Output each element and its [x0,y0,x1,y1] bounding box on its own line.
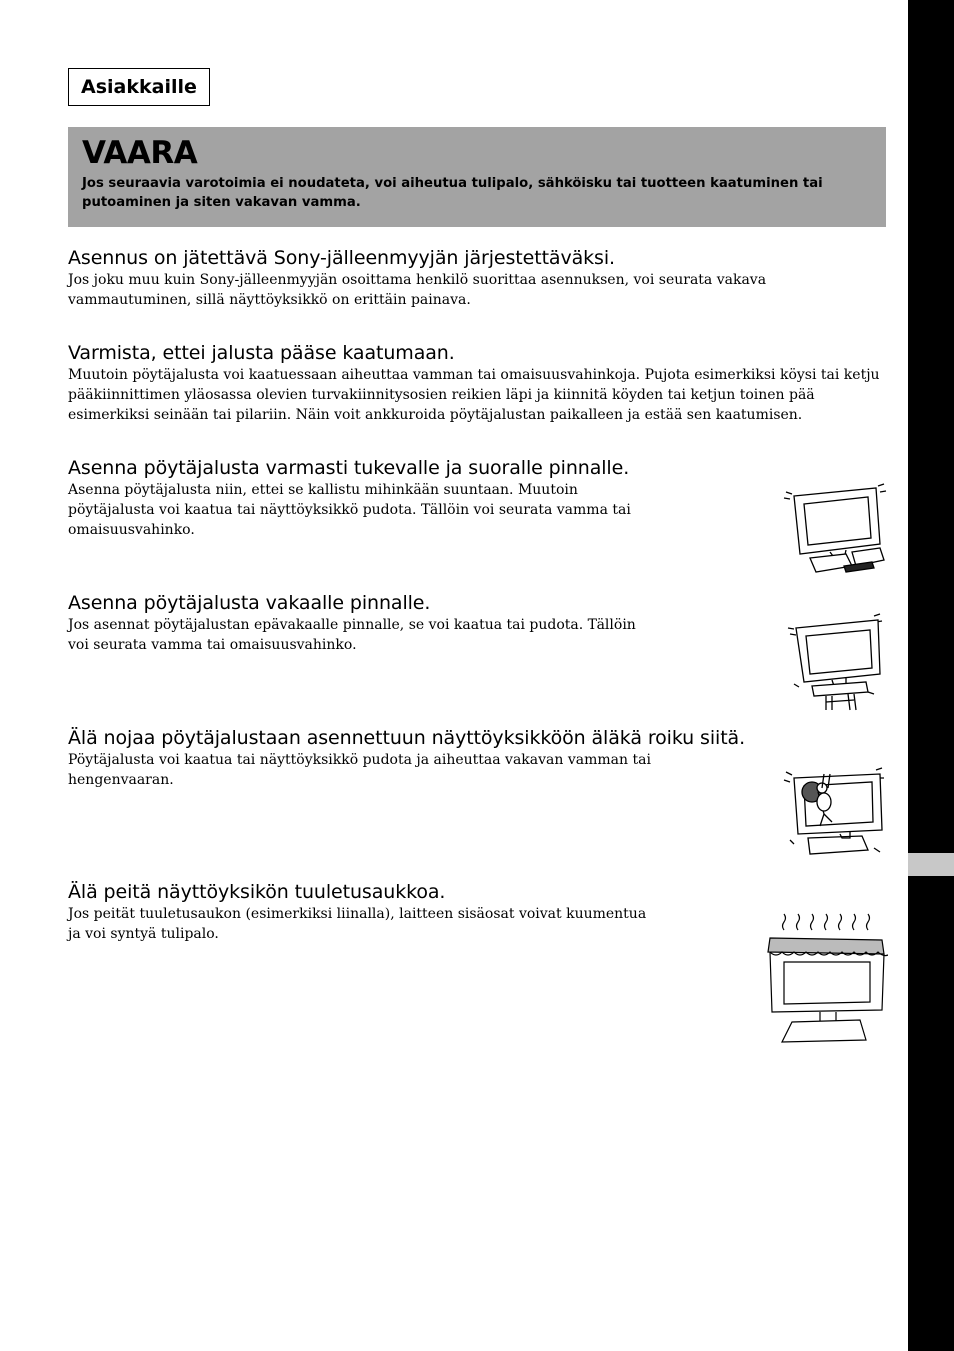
section-heading: Älä peitä näyttöyksikön tuuletusaukkoa. [68,881,446,903]
section-stable-surface [68,591,768,655]
unstable-surface-monitor-illustration [782,612,888,714]
side-edge-bar [908,0,954,1351]
danger-text: Jos seuraavia varotoimia ei noudateta, voi aiheutua tulipalo, sähköisku tai tuotteen kaatuminen tai putoaminen ja siten vakavan vamma. [82,176,823,210]
section-prevent-tipping [68,341,888,425]
section-installation-by-dealer [68,246,886,310]
danger-box [68,127,886,227]
section-body-line: esimerkiksi seinään tai pilariin. Näin voit ankkuroida pöytäjalustan paikalleen ja estää sen kaatumisen. [68,407,803,423]
section-body-line: Jos joku muu kuin Sony-jälleenmyyjän osoittama henkilö suorittaa asennuksen, voi seurata vakava [68,272,767,288]
section-body-line: pääkiinnittimen yläosassa olevien turvakiinnitysosien reikien läpi ja kiinnitä köyden tai ketjun toinen pää [68,387,815,403]
section-heading: Älä nojaa pöytäjalustaan asennettuun näyttöyksikköön äläkä roiku siitä. [68,727,746,749]
section-body-line: Muutoin pöytäjalusta voi kaatuessaan aiheuttaa vamman tai omaisuusvahinkoja. Pujota esimerkiksi köysi tai ketju [68,367,880,383]
section-level-surface [68,456,768,540]
section-body-line: Jos asennat pöytäjalustan epävakaalle pinnalle, se voi kaatua tai pudota. Tällöin [68,617,636,633]
section-heading: Asenna pöytäjalusta varmasti tukevalle ja suoralle pinnalle. [68,457,630,479]
side-chapter-tab [908,853,954,876]
section-body-line: Jos peität tuuletusaukon (esimerkiksi liinalla), laitteen sisäosat voivat kuumentua [68,906,647,922]
section-body-line: vammautuminen, sillä näyttöyksikkö on erittäin painava. [68,292,471,308]
section-heading: Asennus on jätettävä Sony-jälleenmyyjän järjestettäväksi. [68,247,615,269]
section-body-line: hengenvaaran. [68,772,174,788]
section-body-line: omaisuusvahinko. [68,522,195,538]
audience-label: Asiakkaille [68,68,210,106]
section-do-not-lean [68,726,886,790]
tilted-stand-monitor-illustration [780,482,888,576]
section-body-line: Pöytäjalusta voi kaatua tai näyttöyksikkö pudota ja aiheuttaa vakavan vamman tai [68,752,651,768]
covered-vents-monitor-illustration [764,912,888,1046]
person-hanging-monitor-illustration [780,766,888,858]
section-body-line: voi seurata vamma tai omaisuusvahinko. [68,637,357,653]
section-body-line: pöytäjalusta voi kaatua tai näyttöyksikkö pudota. Tällöin voi seurata vamma tai [68,502,631,518]
section-body-line: Asenna pöytäjalusta niin, ettei se kallistu mihinkään suuntaan. Muutoin [68,482,578,498]
section-heading: Asenna pöytäjalusta vakaalle pinnalle. [68,592,431,614]
section-heading: Varmista, ettei jalusta pääse kaatumaan. [68,342,455,364]
section-do-not-cover-vents [68,880,768,944]
danger-title: VAARA [82,135,198,171]
section-body-line: ja voi syntyä tulipalo. [68,926,219,942]
